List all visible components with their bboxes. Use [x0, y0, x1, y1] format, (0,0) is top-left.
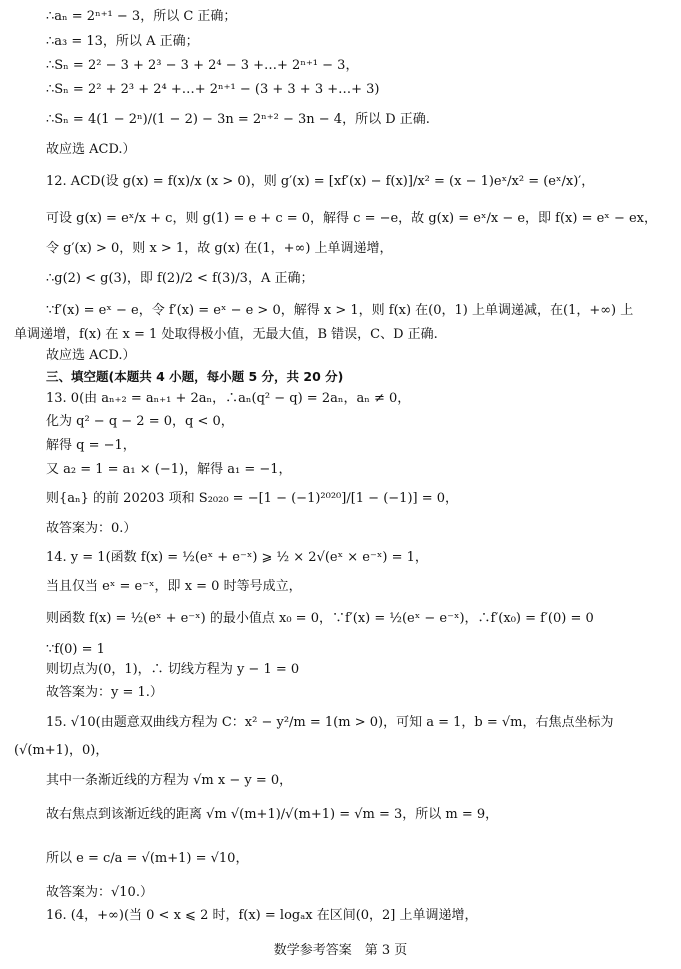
text-line: 故应选 ACD.）	[46, 348, 136, 363]
text-line: ∴Sₙ = 2² + 2³ + 2⁴ +…+ 2ⁿ⁺¹ − (3 + 3 + 3 +…+ 3)	[46, 82, 380, 97]
text-line: (√(m+1)，0)，	[14, 743, 109, 758]
text-line: 其中一条渐近线的方程为 √m x − y = 0，	[46, 773, 293, 788]
text-line: 化为 q² − q − 2 = 0，q < 0，	[46, 414, 234, 429]
text-line: 则函数 f(x) = ½(eˣ + e⁻ˣ) 的最小值点 x₀ = 0，∵f′(x) = ½(eˣ − e⁻ˣ)，∴f′(x₀) = f′(0) = 0	[46, 611, 594, 626]
text-line: 13. 0(由 aₙ₊₂ = aₙ₊₁ + 2aₙ，∴aₙ(q² − q) = 2aₙ，aₙ ≠ 0，	[46, 391, 411, 406]
text-line: ∴aₙ = 2ⁿ⁺¹ − 3，所以 C 正确；	[46, 9, 237, 24]
text-line: 解得 q = −1，	[46, 438, 136, 453]
text-line: 故答案为：y = 1.）	[46, 685, 163, 700]
text-line: ∴g(2) < g(3)，即 f(2)/2 < f(3)/3，A 正确；	[46, 271, 314, 286]
text-line: 故答案为：√10.）	[46, 885, 153, 900]
text-line: 故应选 ACD.）	[46, 142, 136, 157]
page-footer: 数学参考答案 第 3 页	[273, 943, 408, 958]
text-line: ∴Sₙ = 4(1 − 2ⁿ)/(1 − 2) − 3n = 2ⁿ⁺² − 3n − 4，所以 D 正确.	[46, 112, 430, 127]
text-line: 单调递增，f(x) 在 x = 1 处取得极小值，无最大值，B 错误，C、D 正确.	[14, 327, 438, 342]
text-line: ∵f′(x) = eˣ − e，令 f′(x) = eˣ − e > 0，解得 x > 1，则 f(x) 在(0，1) 上单调递减，在(1，+∞) 上	[46, 303, 634, 318]
text-line: 故答案为：0.）	[46, 521, 137, 536]
text-line: ∵f(0) = 1	[46, 642, 105, 657]
text-line: 当且仅当 eˣ = e⁻ˣ，即 x = 0 时等号成立，	[46, 579, 302, 594]
text-line: 所以 e = c/a = √(m+1) = √10，	[46, 851, 249, 866]
text-line: 故右焦点到该渐近线的距离 √m √(m+1)/√(m+1) = √m = 3，所以 m = 9，	[46, 807, 499, 822]
text-line: 12. ACD(设 g(x) = f(x)/x (x > 0)，则 g′(x) = [xf′(x) − f(x)]/x² = (x − 1)eˣ/x² = (eˣ/x)′，	[46, 174, 595, 189]
text-line: 令 g′(x) > 0，则 x > 1，故 g(x) 在(1，+∞) 上单调递增，	[46, 241, 393, 256]
text-line: 又 a₂ = 1 = a₁ × (−1)，解得 a₁ = −1，	[46, 462, 292, 477]
text-line: 14. y = 1(函数 f(x) = ½(eˣ + e⁻ˣ) ⩾ ½ × 2√(eˣ × e⁻ˣ) = 1，	[46, 550, 428, 565]
text-line: 16. (4，+∞)(当 0 < x ⩽ 2 时，f(x) = logₐx 在区间(0，2] 上单调递增，	[46, 908, 478, 923]
text-line: 则{aₙ} 的前 20203 项和 S₂₀₂₀ = −[1 − (−1)²⁰²⁰]/[1 − (−1)] = 0，	[46, 491, 459, 506]
text-line: 可设 g(x) = eˣ/x + c，则 g(1) = e + c = 0，解得 c = −e，故 g(x) = eˣ/x − e，即 f(x) = eˣ − ex，	[46, 211, 657, 226]
section-heading: 三、填空题(本题共 4 小题，每小题 5 分，共 20 分)	[46, 369, 344, 384]
text-line: 则切点为(0，1)，∴ 切线方程为 y − 1 = 0	[46, 662, 300, 677]
text-line: ∴a₃ = 13，所以 A 正确；	[46, 34, 199, 49]
text-line: ∴Sₙ = 2² − 3 + 2³ − 3 + 2⁴ − 3 +…+ 2ⁿ⁺¹ − 3，	[46, 58, 359, 73]
text-line: 15. √10(由题意双曲线方程为 C：x² − y²/m = 1(m > 0)，可知 a = 1，b = √m，右焦点坐标为	[46, 715, 614, 730]
